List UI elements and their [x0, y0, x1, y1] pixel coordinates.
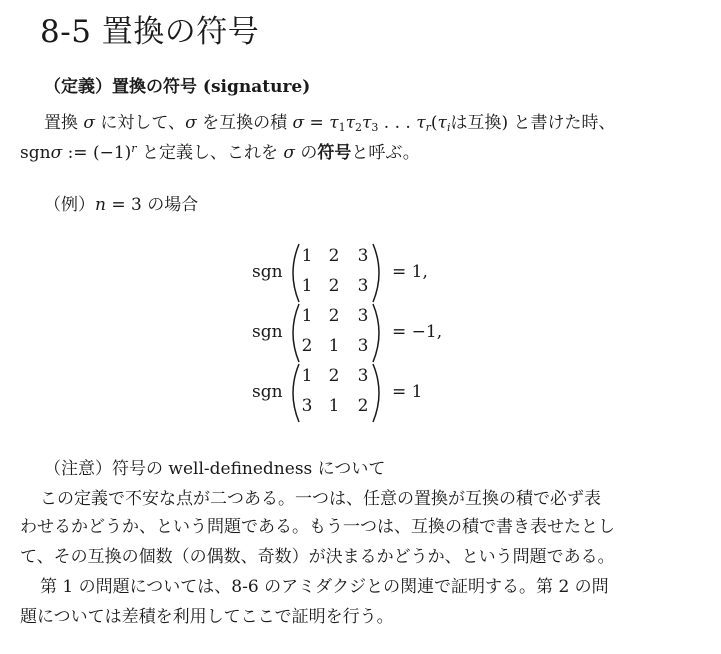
sgn-label: sgn — [252, 322, 283, 342]
text-fragment: （例） — [44, 195, 95, 215]
sgn-label: sgn — [252, 382, 283, 402]
sgn-result: = −1, — [392, 322, 443, 342]
example-heading — [44, 194, 198, 216]
sgn-text: sgn — [20, 143, 51, 163]
text-fragment: を互換の積 — [196, 113, 293, 133]
matrix-cell: 1 — [328, 336, 340, 356]
matrix-cell: 1 — [328, 396, 340, 416]
text-fragment: 置換 — [44, 113, 84, 133]
sigma-symbol: σ — [292, 113, 305, 133]
subscript: 3 — [371, 121, 379, 134]
definition-line-2 — [20, 142, 420, 164]
text-fragment: と呼ぶ。 — [351, 143, 420, 163]
right-paren — [370, 242, 386, 304]
subscript: r — [425, 121, 431, 134]
fugo-bold-term: 符号 — [317, 143, 352, 163]
subscript: 1 — [338, 121, 346, 134]
paren-open: ( — [430, 113, 438, 133]
note-line: 第 1 の問題については、8-6 のアミダクジとの関連で証明する。第 2 の問 — [40, 577, 609, 597]
matrix-cell: 3 — [357, 246, 369, 266]
matrix-cell: 2 — [301, 336, 313, 356]
sgn-label: sgn — [252, 262, 283, 282]
subscript: i — [446, 121, 451, 134]
text-fragment: := (−1) — [62, 143, 132, 163]
text-fragment: = 3 の場合 — [105, 195, 199, 215]
ellipsis: . . . — [378, 113, 417, 133]
sgn-result: = 1 — [392, 382, 423, 402]
note-heading: （注意）符号の well-definedness について — [44, 459, 386, 479]
superscript: r — [131, 142, 137, 155]
matrix-cell: 2 — [328, 366, 340, 386]
note-line: て、その互換の個数（の偶数、奇数）が決まるかどうか、という問題である。 — [20, 547, 615, 567]
text-fragment: に対して、 — [95, 113, 186, 133]
n-symbol: n — [95, 195, 106, 215]
matrix-cell: 3 — [357, 366, 369, 386]
sigma-symbol: σ — [83, 113, 96, 133]
sgn-result: = 1, — [392, 262, 428, 282]
sigma-symbol: σ — [50, 143, 63, 163]
tau-symbol: τ — [345, 113, 355, 133]
subscript: 2 — [355, 121, 362, 134]
matrix-cell: 2 — [328, 306, 340, 326]
matrix-cell: 1 — [301, 366, 313, 386]
note-line: わせるかどうか、という問題である。もう一つは、互換の積で書き表せたとし — [20, 517, 615, 537]
tau-symbol: τ — [437, 113, 447, 133]
matrix-cell: 1 — [301, 276, 313, 296]
note-line: 題については差積を利用してここで証明を行う。 — [20, 607, 394, 627]
definition-line-1 — [44, 112, 616, 134]
page-title: 8-5 置換の符号 — [40, 14, 260, 50]
definition-heading: （定義）置換の符号 (signature) — [44, 77, 311, 97]
matrix-cell: 2 — [357, 396, 369, 416]
sigma-symbol: σ — [283, 143, 295, 163]
matrix-cell: 3 — [357, 306, 369, 326]
sigma-symbol: σ — [185, 113, 197, 133]
right-paren — [370, 302, 386, 364]
text-fragment: は互換) と書けた時、 — [450, 113, 616, 133]
matrix-cell: 2 — [328, 276, 340, 296]
tau-symbol: τ — [329, 113, 339, 133]
matrix-cell: 3 — [357, 336, 369, 356]
text-fragment: の — [294, 143, 318, 163]
matrix-cell: 1 — [301, 246, 313, 266]
tau-symbol: τ — [362, 113, 372, 133]
right-paren — [370, 362, 386, 424]
matrix-cell: 3 — [357, 276, 369, 296]
matrix-cell: 3 — [301, 396, 313, 416]
tau-symbol: τ — [416, 113, 426, 133]
equals-sign: = — [304, 113, 330, 133]
matrix-cell: 2 — [328, 246, 340, 266]
text-fragment: と定義し、これを — [136, 143, 284, 163]
matrix-cell: 1 — [301, 306, 313, 326]
note-line: この定義で不安な点が二つある。一つは、任意の置換が互換の積で必ず表 — [40, 489, 601, 509]
